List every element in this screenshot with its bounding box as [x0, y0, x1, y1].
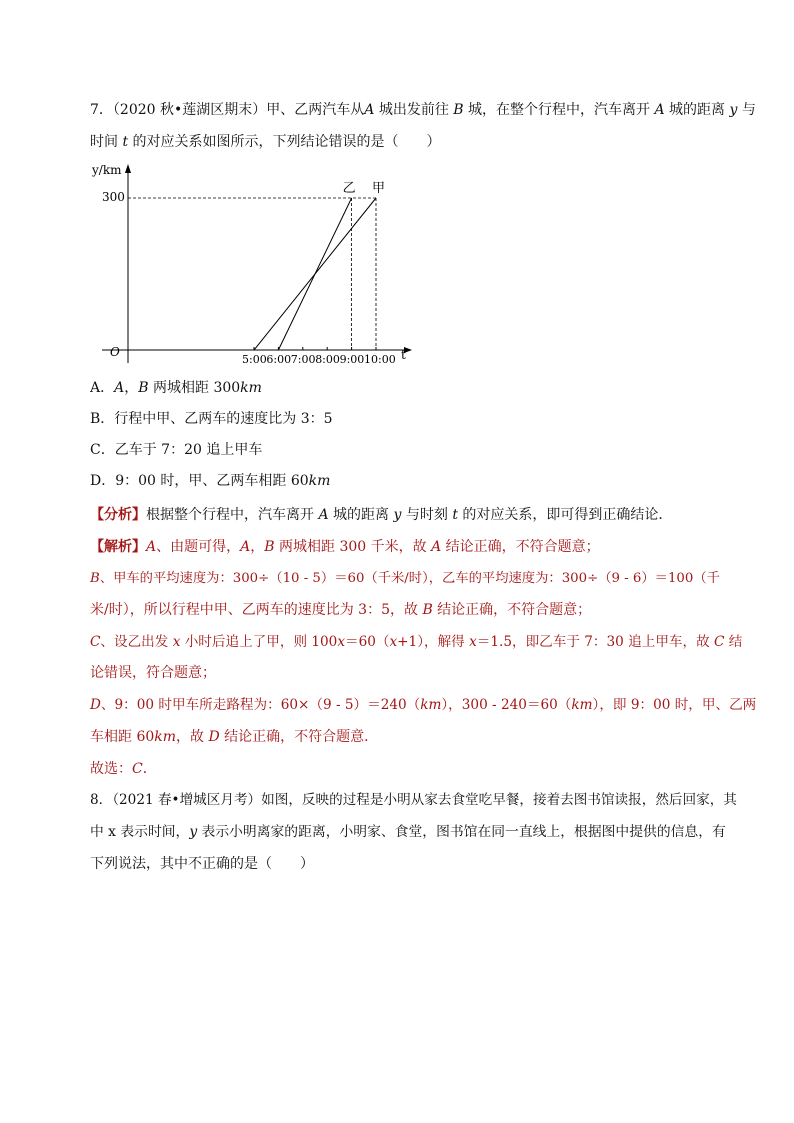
q7-stem-text: 城的距离 — [664, 102, 730, 118]
analysis-var: A — [318, 507, 329, 523]
option-a-unit: km — [240, 380, 262, 396]
solution-var: x — [337, 634, 345, 650]
q7-solution-b-line2 — [90, 600, 730, 620]
option-d-unit: km — [308, 473, 331, 489]
solution-unit: km — [571, 697, 593, 713]
analysis-text: 城的距离 — [328, 507, 394, 523]
q7-stem-var: A — [364, 102, 375, 118]
solution-text: ， — [250, 539, 265, 555]
analysis-tag: 【分析】 — [90, 507, 146, 523]
y-axis-label: y/km — [92, 163, 122, 177]
y-tick-300: 300 — [102, 190, 125, 204]
solution-text: ＝60（ — [344, 634, 390, 650]
option-d-text: D．9：00 时，甲、乙两车相距 60 — [90, 473, 309, 489]
q7-answer — [90, 759, 730, 779]
q7-solution-a — [90, 537, 730, 557]
q7-option-c: C．乙车于 7：20 追上甲车 — [90, 442, 263, 458]
q7-solution-d-line1 — [90, 695, 757, 715]
solution-text: 车相距 60 — [90, 729, 155, 745]
solution-var: x — [389, 634, 398, 650]
option-a-text: 两城相距 300 — [148, 380, 241, 396]
solution-text: 米/时），所以行程中甲、乙两车的速度比为 3：5，故 — [90, 602, 423, 618]
q7-solution-c-line1 — [90, 632, 743, 652]
q7-solution-c-line2: 论错误，符合题意； — [90, 665, 216, 681]
solution-var: B — [264, 539, 275, 555]
q8-text: 中 x 表示时间， — [90, 824, 190, 840]
q7-option-a — [90, 378, 730, 398]
option-a-prefix: A． — [90, 380, 115, 396]
analysis-var: t — [452, 507, 458, 523]
q7-stem-line2 — [90, 132, 730, 152]
q8-stem-line3: 下列说法，其中不正确的是（ ） — [90, 856, 314, 872]
x-tick-label: 7:00 — [290, 353, 316, 366]
x-tick-label: 5:00 — [242, 353, 267, 366]
q7-solution-d-line2 — [90, 727, 730, 747]
y-axis-arrow — [125, 164, 131, 173]
distance-time-graph — [90, 158, 420, 368]
solution-text: 、由题可得， — [156, 539, 241, 555]
solution-var: A — [431, 539, 442, 555]
solution-var: B — [90, 571, 100, 586]
series-lines — [254, 181, 385, 350]
solution-text: ），300 - 240＝60（ — [441, 697, 572, 713]
q7-stem-text: 的对应关系如图所示，下列结论错误的是（ ） — [128, 134, 441, 150]
solution-var: B — [422, 602, 433, 618]
series-label: 甲 — [372, 181, 386, 196]
solution-text: 结论正确，不符合题意； — [441, 539, 600, 555]
solution-var: x — [172, 634, 181, 650]
x-axis-label: t — [401, 348, 406, 362]
solution-var: C — [90, 634, 101, 650]
solution-text: 结论正确，不符合题意． — [219, 729, 379, 745]
answer-text: 故选： — [90, 761, 132, 777]
q8-stem-line1: 8．（2021 春•增城区月考）如图，反映的过程是小明从家去食堂吃早餐，接着去图书馆读报，然后回家，其 — [90, 792, 737, 808]
q8-stem-line2 — [90, 822, 730, 842]
solution-var: A — [146, 539, 157, 555]
dashed-guides — [128, 198, 376, 350]
solution-text: ＝1.5，即乙车于 7：30 追上甲车，故 — [476, 634, 715, 650]
solution-var: C — [714, 634, 725, 650]
option-a-var: A — [114, 380, 125, 396]
q7-stem-line1 — [90, 100, 756, 120]
q7-stem-text: 城出发前往 — [374, 102, 454, 118]
q8-text: 表示小明离家的距离，小明家、食堂，图书馆在同一直线上，根据图中提供的信息，有 — [197, 824, 726, 840]
solution-text: +1），解得 — [397, 634, 470, 650]
solution-text: 结论正确，不符合题意； — [432, 602, 592, 618]
option-a-var: B — [138, 380, 149, 396]
solution-text: 小时后追上了甲，则 100 — [180, 634, 338, 650]
solution-text: 两城相距 300 千米，故 — [274, 539, 432, 555]
solution-text: ），即 9：00 时，甲、乙两 — [592, 697, 757, 713]
x-tick-label: 9:00 — [339, 353, 365, 366]
q7-analysis — [90, 505, 730, 525]
q7-stem-var: y — [729, 102, 738, 118]
q7-stem-text: 时间 — [90, 134, 123, 150]
solution-var: A — [240, 539, 251, 555]
solution-tag: 【解析】 — [90, 539, 146, 555]
solution-var: x — [469, 634, 477, 650]
q7-stem-text: 7．（2020 秋•莲湖区期末）甲、乙两汽车从 — [90, 102, 365, 118]
origin-label: O — [110, 345, 120, 359]
solution-unit: km — [420, 697, 442, 713]
q7-stem-text: 与 — [737, 102, 756, 118]
analysis-text: 与时刻 — [401, 507, 453, 523]
analysis-text: 的对应关系，即可得到正确结论． — [457, 507, 673, 523]
solution-text: 结 — [724, 634, 743, 650]
solution-var: D — [208, 729, 220, 745]
q7-option-b: B．行程中甲、乙两车的速度比为 3：5 — [90, 411, 333, 427]
q7-option-d — [90, 471, 730, 491]
q7-stem-var: A — [654, 102, 665, 118]
series-line-yi — [278, 198, 351, 350]
solution-var: D — [90, 697, 101, 713]
q7-solution-b-line1 — [90, 569, 730, 589]
solution-unit: km — [154, 729, 177, 745]
answer-text: ． — [142, 761, 157, 777]
analysis-var: y — [393, 507, 402, 523]
option-a-text: ， — [124, 380, 139, 396]
series-label: 乙 — [342, 181, 356, 196]
x-tick-label: 6:00 — [266, 353, 292, 366]
x-tick-label: 8:00 — [315, 353, 340, 366]
solution-text: 、9：00 时甲车所走路程为：60×（9 - 5）＝240（ — [100, 697, 421, 713]
solution-text: 、设乙出发 — [100, 634, 173, 650]
analysis-text: 根据整个行程中，汽车离开 — [146, 507, 319, 523]
q7-stem-var: t — [122, 134, 129, 150]
q7-stem-var: B — [453, 102, 464, 118]
q7-stem-text: 城，在整个行程中，汽车离开 — [463, 102, 655, 118]
q8-var: y — [189, 824, 198, 840]
x-tick-label: 10:00 — [364, 353, 396, 366]
answer-var: C — [132, 761, 143, 777]
solution-text: ，故 — [176, 729, 209, 745]
solution-text: 、甲车的平均速度为：300÷（10 - 5）＝60（千米/时），乙车的平均速度为：300÷（9 - 6）＝100（千 — [99, 571, 720, 586]
